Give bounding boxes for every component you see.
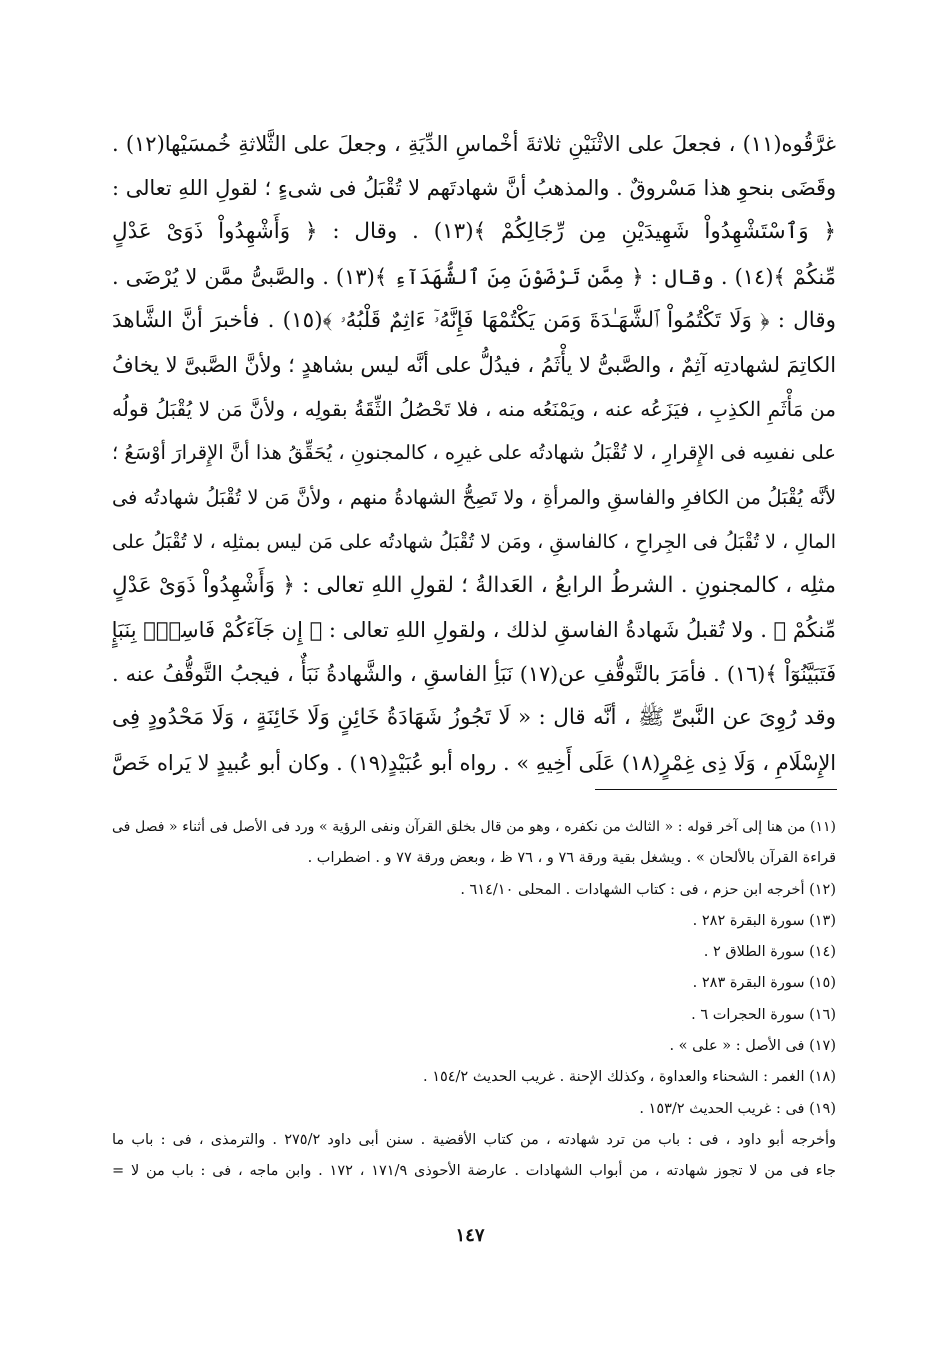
main-text-body (112, 122, 836, 785)
text-line: على نفسِه فى الإِقرارِ ، لا تُقْبَلُ شهادتُه على غيرِه ، كالمجنونِ ، يُحَقِّقُ هذا أنَّ الإِقرارَ أوْسَعُ ؛ (112, 441, 836, 465)
text-line: مِّنكُمْ ﴾(١٤) . وقال : ﴿ مِمَّن تَرْضَوْنَ مِنَ ٱلشُّهَدَآءِ ﴾(١٣) . والصَّبىُّ ممَّن لا يُرْضَى . (112, 264, 836, 289)
footnote-line: جاء فى من لا تجوز شهادته ، من أبواب الشهادات . عارضة الأحوذى ١٧١/٩ ، ١٧٢ . وابن ماجه ، فى : باب من لا = (112, 1163, 836, 1180)
text-line: وقد رُوِىَ عن النَّبىِّ ﷺ ، أنَّه قال : « لَا تَجُوزُ شَهَادَةُ خَائِنٍ وَلَا خَائِنَةٍ ، وَلَا مَحْدُودٍ فِى (112, 705, 836, 731)
page-number: ١٤٧ (455, 1225, 485, 1246)
footnote-line: (١٣) سورة البقرة ٢٨٢ . (692, 912, 836, 929)
text-line: مِّنكُمْ ﴾ . ولا تُقبلُ شَهادةُ الفاسقِ لذلك ، ولقولِ اللهِ تعالى : ﴿ إِن جَآءَكُمْ فَاسِقٌۢ بِنَبَإٍ (112, 618, 836, 643)
text-line: لأنَّه يُقْبَلُ من الكافرِ والفاسقِ والمرأةِ ، ولا تَصِحُّ الشهادةُ منهم ، ولأنَّ مَن لا تُقْبَلُ شهادتُه فى (112, 485, 836, 509)
text-line: ﴿ وَٱسْتَشْهِدُواْ شَهِيدَيْنِ مِن رِّجَالِكُمْ ﴾(١٣) . وقال : ﴿ وَأَشْهِدُواْ ذَوَىْ عَدْلٍ (112, 219, 836, 245)
text-line: المالِ ، لا تُقْبَلُ فى الجِراحِ ، كالفاسقِ ، ومَن لا تُقْبَلُ شهادتُه على مَن ليس بمثلِه ، لا تُقْبَلُ على (112, 530, 836, 553)
footnote-line: (١١) من هنا إلى آخر قوله : « الثالث من نكفره ، وهو من قال بخلق القرآن ونفى الرؤية » ورد فى الأصل فى أثناء « فصل فى (112, 819, 836, 835)
footnote-line: (١٤) سورة الطلاق ٢ . (703, 944, 836, 961)
text-line: فَتَبَيَّنُوٓاْ ﴾(١٦) . فأمَرَ بالتَّوقُّفِ عن(١٧) نَبَأِ الفاسقِ ، والشَّهادةُ نَبَأٌ ، فيجبُ التَّوقُّفُ عنه . (112, 662, 836, 687)
text-line: وقال : ﴿ وَلَا تَكْتُمُواْ ٱلشَّهَـٰدَةَ وَمَن يَكْتُمْهَا فَإِنَّهُۥٓ ءَاثِمٌ قَلْبُهُۥ ﴾(١٥) . فأخبرَ أنَّ الشَّاهدَ (112, 307, 836, 333)
footnote-line: (١٥) سورة البقرة ٢٨٣ . (692, 975, 836, 992)
footnote-divider (595, 789, 837, 790)
footnote-line: (١٩) فى : غريب الحديث ١٥٣/٢ . (639, 1100, 836, 1117)
text-line: من مَأْثَمِ الكذِبِ ، فيَزَعُه عنه ، ويَمْنَعُه منه ، فلا تَحْصُلُ الثِّقَةُ بقولِه ، ولأنَّ مَن لا يُقْبَلُ قولُه (112, 397, 836, 422)
footnote-line: قراءة القرآن بالألحان » . ويشغل بقية ورقة ٧٦ و ، ٧٦ ظ ، وبعض ورقة ٧٧ و . اضطراب . (307, 850, 836, 867)
text-line: الكاتِمَ لشهادتِه آثِمٌ ، والصَّبىُّ لا يأْثَمُ ، فيدُلُّ على أنَّه ليس بشاهدٍ ؛ ولأنَّ الصَّبىَّ لا يخافُ (112, 352, 836, 377)
text-line: مثلِه ، كالمجنونِ . الشرطُ الرابعُ ، العَدالةُ ؛ لقولِ اللهِ تعالى : ﴿ وَأَشْهِدُواْ ذَوَىْ عَدْلٍ (112, 572, 836, 598)
footnote-line: (١٨) الغمر : الشحناء والعداوة ، وكذلك الإحنة . غريب الحديث ١٥٤/٢ . (422, 1069, 836, 1086)
text-line: وقَضَى بنحوِ هذا مَسْروقٌ . والمذهبُ أنَّ شهادتَهم لا تُقْبَلُ فى شىءٍ ؛ لقولِ اللهِ تعالى : (112, 176, 836, 201)
footnote-line: (١٧) فى الأصل : « على » . (669, 1038, 836, 1055)
text-line: الإِسْلَامِ ، وَلَا ذِى غِمْرٍ(١٨) عَلَى أَخِيهِ » . رواه أبو عُبَيْدٍ(١٩) . وكان أبو عُبيدٍ لا يَراه خَصَّ (112, 750, 836, 775)
footnote-line: (١٢) أخرجه ابن حزم ، فى : كتاب الشهادات . المحلى ٦١٤/١٠ . (460, 881, 836, 898)
footnote-line: (١٦) سورة الحجرات ٦ . (691, 1006, 836, 1023)
footnote-line: وأخرجه أبو داود ، فى : باب من ترد شهادته ، من كتاب الأقضية . سنن أبى داود ٢٧٥/٢ . والترمذى ، فى : باب ما (112, 1131, 836, 1148)
text-line: غرَّقُوه(١١) ، فجعلَ على الاثْنَيْنِ ثلاثةَ أخْماسِ الدِّيَةِ ، وجعلَ على الثَّلاثةِ خُمسَيْها(١٢) . (112, 132, 836, 156)
footnotes-block (112, 812, 836, 1188)
